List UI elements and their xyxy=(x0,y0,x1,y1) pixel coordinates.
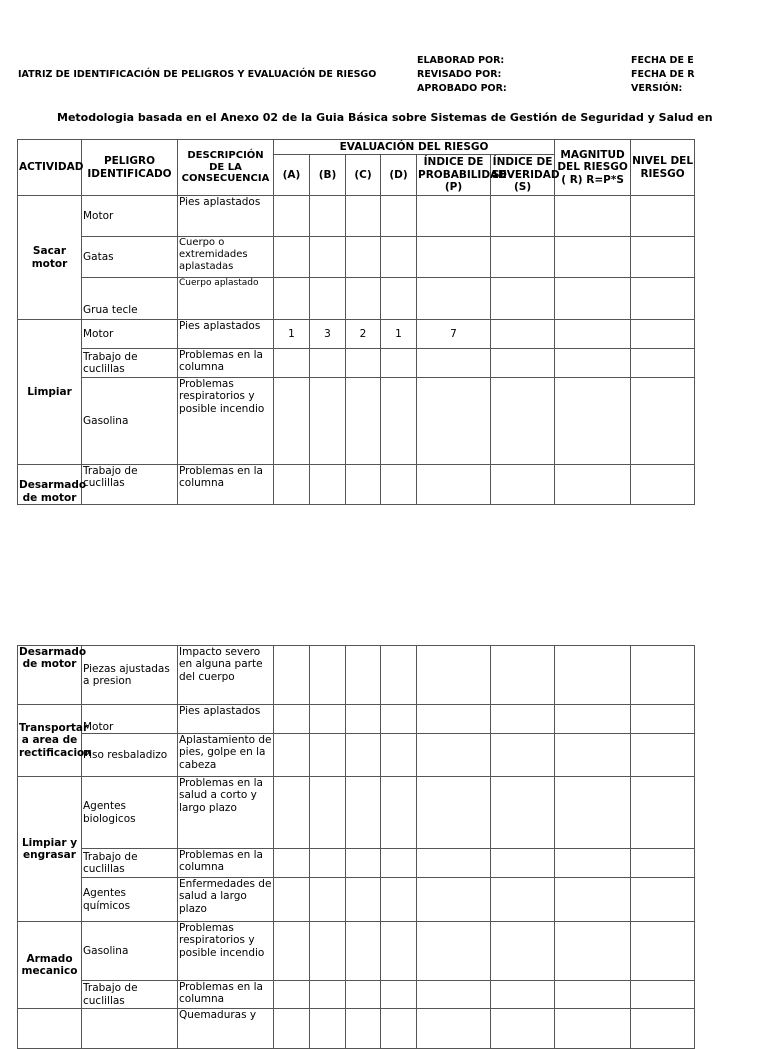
value-b: 3 xyxy=(310,320,346,349)
col-d: (D) xyxy=(381,155,417,196)
consequence-cell: Problemas respiratorios y posible incendio xyxy=(178,378,274,465)
consequence-cell: Problemas en la columna xyxy=(178,465,274,505)
consequence-cell: Quemaduras y xyxy=(178,1009,274,1049)
col-a: (A) xyxy=(274,155,310,196)
revisado-label: REVISADO POR: xyxy=(417,69,502,80)
consequence-cell: Enfermedades de salud a largo plazo xyxy=(178,878,274,922)
consequence-cell: Impacto severo en alguna parte del cuerpo xyxy=(178,646,274,705)
activity-cell: Desarmado de motor xyxy=(18,465,82,505)
hazard-cell: Piezas ajustadas a presion xyxy=(82,646,178,705)
hazard-cell: Motor xyxy=(82,705,178,734)
hazard-cell: Trabajo de cuclillas xyxy=(82,349,178,378)
dates-block xyxy=(631,53,699,99)
hazard-cell: Motor xyxy=(82,320,178,349)
col-probabilidad: ÍNDICE DE PROBABILIDAD (P) xyxy=(417,155,491,196)
consequence-cell: Problemas en la salud a corto y largo plazo xyxy=(178,777,274,849)
col-severidad: ÍNDICE DE SEVERIDAD (S) xyxy=(491,155,555,196)
activity-cell: Transportar a area de rectificacion xyxy=(18,705,82,777)
hazard-cell: Gatas xyxy=(82,237,178,278)
value-probabilidad: 7 xyxy=(417,320,491,349)
table-row xyxy=(18,849,695,878)
table-row xyxy=(18,777,695,849)
risk-matrix-table-1 xyxy=(17,139,695,505)
table-row xyxy=(18,646,695,705)
hazard-cell: Trabajo de cuclillas xyxy=(82,981,178,1009)
consequence-cell: Aplastamiento de pies, golpe en la cabeza xyxy=(178,734,274,777)
hazard-cell: Gasolina xyxy=(82,922,178,981)
hazard-cell: Agentes químicos xyxy=(82,878,178,922)
table-row xyxy=(18,196,695,237)
table-row xyxy=(18,320,695,349)
col-nivel: NIVEL DEL RIESGO xyxy=(631,140,695,196)
consequence-cell: Cuerpo aplastado xyxy=(178,278,274,320)
table-row xyxy=(18,922,695,981)
subtitle-block xyxy=(57,110,713,128)
risk-matrix-page-2 xyxy=(17,645,695,1024)
hazard-cell: Trabajo de cuclillas xyxy=(82,465,178,505)
table-row xyxy=(18,349,695,378)
table-row xyxy=(18,981,695,1009)
hazard-cell: Gasolina xyxy=(82,378,178,465)
table-row xyxy=(18,465,695,505)
col-descripcion: DESCRIPCIÓN DE LA CONSECUENCIA xyxy=(178,140,274,196)
hazard-cell: Piso resbaladizo xyxy=(82,734,178,777)
consequence-cell: Cuerpo o extremidades aplastadas xyxy=(178,237,274,278)
hazard-cell: Motor xyxy=(82,196,178,237)
hazard-cell: Grua tecle xyxy=(82,278,178,320)
col-evaluacion: EVALUACIÓN DEL RIESGO xyxy=(274,140,555,155)
risk-matrix-page-1 xyxy=(17,139,695,504)
fecha-revision-label: FECHA DE R xyxy=(631,69,695,80)
fecha-elaboracion-label: FECHA DE E xyxy=(631,55,694,66)
table-row xyxy=(18,237,695,278)
activity-cell: Limpiar xyxy=(18,320,82,465)
version-label: VERSIÓN: xyxy=(631,83,683,94)
consequence-cell: Problemas respiratorios y posible incendio xyxy=(178,922,274,981)
value-c: 2 xyxy=(346,320,381,349)
consequence-cell: Problemas en la columna xyxy=(178,349,274,378)
consequence-cell: Problemas en la columna xyxy=(178,849,274,878)
value-a: 1 xyxy=(274,320,310,349)
table-row xyxy=(18,734,695,777)
aprobado-label: APROBADO POR: xyxy=(417,83,507,94)
consequence-cell: Problemas en la columna xyxy=(178,981,274,1009)
table-row xyxy=(18,705,695,734)
activity-cell: Desarmado de motor xyxy=(18,646,82,705)
table-row xyxy=(18,378,695,465)
col-c: (C) xyxy=(346,155,381,196)
table-row xyxy=(18,1009,695,1049)
table-row xyxy=(18,878,695,922)
value-d: 1 xyxy=(381,320,417,349)
activity-cell: Sacar motor xyxy=(18,196,82,320)
col-actividad: ACTIVIDAD xyxy=(18,140,82,196)
table-row xyxy=(18,278,695,320)
hazard-cell: Trabajo de cuclillas xyxy=(82,849,178,878)
document-title: IATRIZ DE IDENTIFICACIÓN DE PELIGROS Y EVALUACIÓN DE RIESGO xyxy=(18,69,377,80)
activity-cell: Armado mecanico xyxy=(18,922,82,1009)
consequence-cell: Pies aplastados xyxy=(178,320,274,349)
col-b: (B) xyxy=(310,155,346,196)
methodology-subtitle: Metodologia basada en el Anexo 02 de la Guia Básica sobre Sistemas de Gestión de Seguridad y Salud en xyxy=(57,111,713,124)
col-peligro: PELIGRO IDENTIFICADO xyxy=(82,140,178,196)
elaborado-label: ELABORAD POR: xyxy=(417,55,505,66)
consequence-cell: Pies aplastados xyxy=(178,196,274,237)
hazard-cell: Agentes biologicos xyxy=(82,777,178,849)
col-magnitud: MAGNITUD DEL RIESGO ( R) R=P*S xyxy=(555,140,631,196)
hazard-cell xyxy=(82,1009,178,1049)
risk-matrix-table-2 xyxy=(17,645,695,1049)
consequence-cell: Pies aplastados xyxy=(178,705,274,734)
activity-cell: Limpiar y engrasar xyxy=(18,777,82,922)
